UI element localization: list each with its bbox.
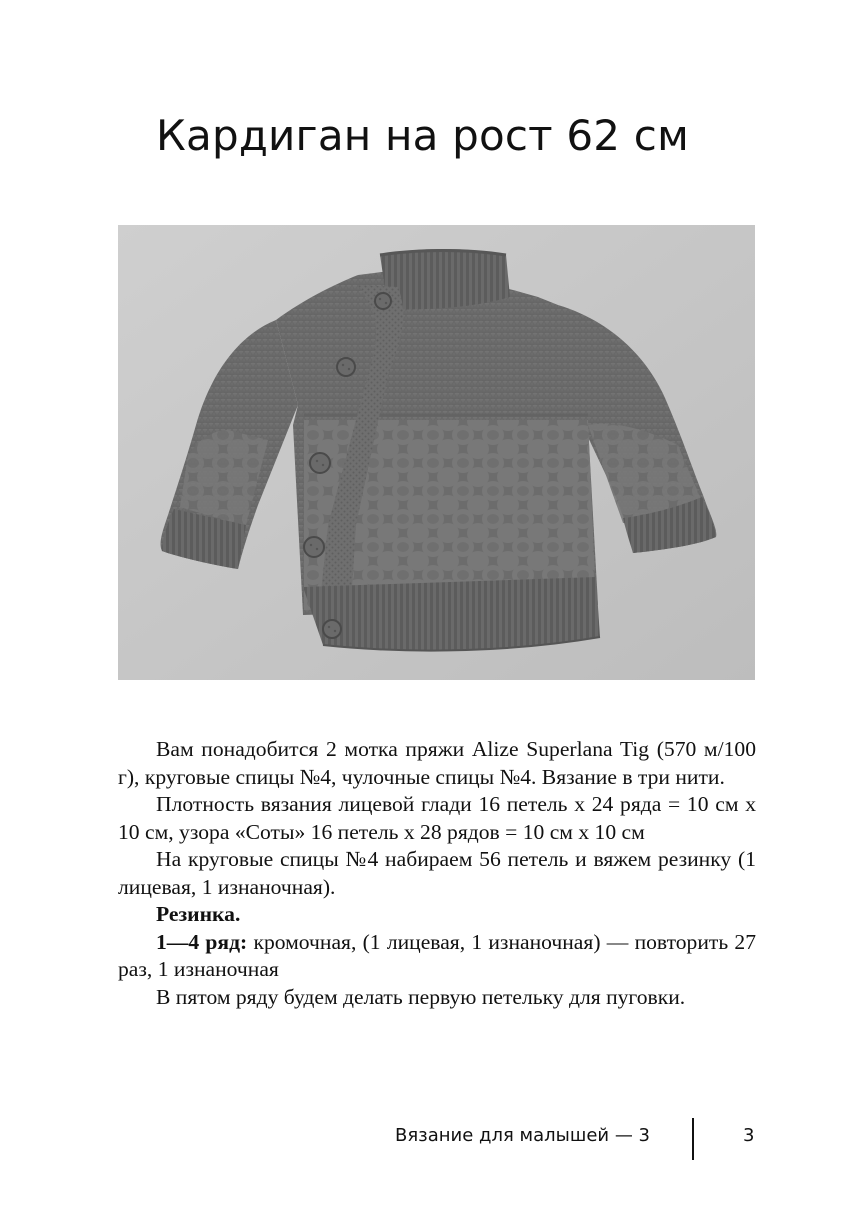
footer-book-title: Вязание для малышей — 3 <box>394 1125 650 1146</box>
rows-text: кромочная, (1 лицевая, 1 изнаночная) — повторить 27 раз, 1 изнаночная <box>118 929 756 981</box>
cardigan-photo <box>118 225 755 680</box>
buttonhole-paragraph: В пятом ряду будем делать первую петельку для пуговки. <box>156 984 686 1009</box>
page-number: 3 <box>743 1125 755 1146</box>
page-title: Кардиган на рост 62 см <box>156 111 689 160</box>
cast-on-paragraph: На круговые спицы №4 набираем 56 петель и вяжем резинку (1 лицевая, 1 изнаночная). <box>118 847 756 899</box>
rows-paragraph <box>118 929 756 984</box>
page-footer <box>0 1118 856 1160</box>
gauge-paragraph: Плотность вязания лицевой глади 16 петель х 24 ряда = 10 см х 10 см, узора «Соты» 16 петель х 28 рядов = 10 см х 10 см <box>118 792 756 844</box>
rib-heading: Резинка. <box>156 902 241 926</box>
materials-paragraph: Вам понадобится 2 мотка пряжи Alize Superlana Tig (570 м/100 г), круговые спицы №4, чулочные спицы №4. Вязание в три нити. <box>118 737 756 789</box>
body-text <box>118 736 756 1011</box>
cardigan-illustration <box>118 225 755 680</box>
footer-divider <box>692 1118 694 1160</box>
rows-label: 1—4 ряд: <box>156 929 248 954</box>
